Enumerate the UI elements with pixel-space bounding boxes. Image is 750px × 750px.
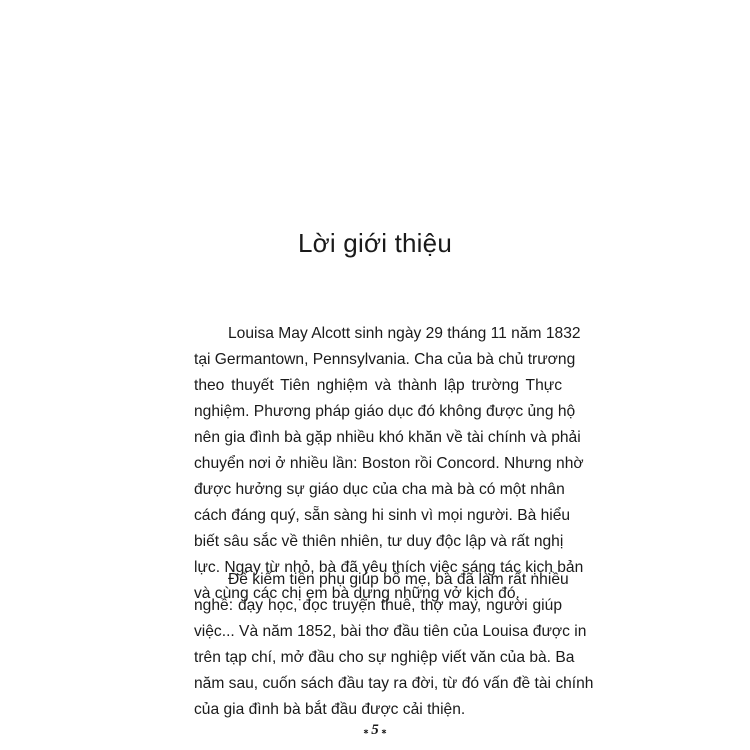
text-line: trên tạp chí, mở đầu cho sự nghiệp viết văn của bà. Ba [194,649,575,666]
text-line: chuyển nơi ở nhiều lần: Boston rồi Concord. Nhưng nhờ [194,455,584,472]
text-line: tại Germantown, Pennsylvania. Cha của bà chủ trương [194,351,576,368]
text-line: lực. Ngay từ nhỏ, bà đã yêu thích việc sáng tác kịch bản [194,559,584,576]
text-line: được hưởng sự giáo dục của cha mà bà có một nhân [194,481,565,498]
text-line: Louisa May Alcott sinh ngày 29 tháng 11 năm 1832 [228,325,581,342]
text-line: Để kiếm tiền phụ giúp bố mẹ, bà đã làm rất nhiều [228,571,569,588]
text-line: biết sâu sắc về thiên nhiên, tư duy độc lập và rất nghị [194,533,564,550]
page-number-value: 5 [371,722,379,738]
ornament-right-icon: ⁎ [381,725,387,736]
ornament-left-icon: ⁎ [363,725,369,736]
text-line: của gia đình bà bắt đầu được cải thiện. [194,701,466,718]
text-line: theo thuyết Tiên nghiệm và thành lập trường Thực [194,377,562,394]
text-line: việc... Và năm 1852, bài thơ đầu tiên của Louisa được in [194,623,587,640]
chapter-title: Lời giới thiệu [298,228,452,258]
page-number [0,722,750,739]
text-line: và cùng các chị em bà dựng những vở kịch đó. [194,585,520,602]
paragraph-1 [194,321,584,607]
text-line: năm sau, cuốn sách đầu tay ra đời, từ đó vấn đề tài chính [194,675,594,692]
text-line: nên gia đình bà gặp nhiều khó khăn về tài chính và phải [194,429,581,446]
text-line: cách đáng quý, sẵn sàng hi sinh vì mọi người. Bà hiểu [194,507,571,524]
text-line: nghề: dạy học, đọc truyện thuê, thợ may, người giúp [194,597,562,614]
text-line: nghiệm. Phương pháp giáo dục đó không được ủng hộ [194,403,576,420]
